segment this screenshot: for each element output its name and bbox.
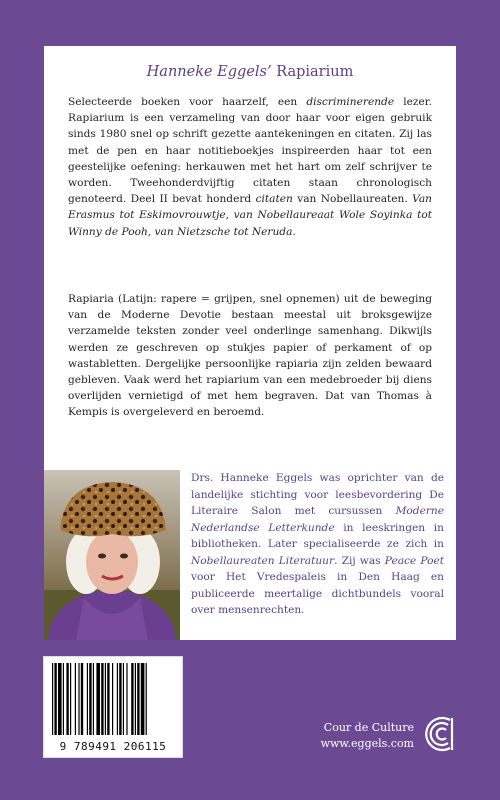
barcode-bar [89,663,91,735]
barcode-bar [107,663,109,735]
author-photo [44,470,180,640]
isbn-barcode [43,656,183,758]
publisher-url: www.eggels.com [320,737,414,750]
barcode-bar [101,663,103,735]
barcode-bar [93,663,94,735]
barcode-bar [112,663,113,735]
barcode-bar [58,663,62,735]
publisher-info [314,720,414,752]
bio-text-b: in leeskringen in bibliotheken. Later specialiseerde ze zich in [191,521,444,550]
p1-text-b: lezer. Rapiarium is een verzameling van door haar voor eigen gebruik sinds 1980 snel op schrift gezette aantekeningen en citaten. Zij las met de pen en haar notitieboekjes inspireerden haar tot een geestelijke oefening: herkauwen met het hart om zelf schrijver te worden. Tweehonderdvijftig citaten staan chronologisch genoteerd. Deel II bevat honderd [68,96,432,206]
barcode-bar [70,663,71,735]
p1-text-a: Selecteerde boeken voor haarzelf, een [68,96,307,108]
bio-italic-c: Peace Poet [384,554,445,567]
barcode-bar [119,663,121,735]
p1-italic-b: citaten [255,193,293,206]
p1-text-d: . [292,225,296,238]
barcode-bar [137,663,139,735]
barcode-bar [123,663,124,735]
barcode-bar [52,663,53,735]
barcode-bar [81,663,83,735]
back-cover-panel [44,46,456,640]
barcode-bar [146,663,147,735]
bio-text-c: . Zij was [334,554,385,567]
barcode-bar [63,663,64,735]
blurb-paragraph-2: Rapiaria (Latijn: rapere = grijpen, snel opnemen) uit de beweging van de Moderne Devotie bestaan meestal uit broksgewijze verzamelde teksten zonder veel onderlinge samenhang. Dikwijls werden ze geschreven op stukjes papier of perkament of op wastabletten. Dergelijke persoonlijke rapiaria zijn zelden bewaard gebleven. Vaak werd het rapiarium van een medebroeder bij diens overlijden vernietigd of met hem begraven. Dat van Thomas à Kempis is overgeleverd en beroemd. [68,293,432,419]
publisher-name: Cour de Culture [323,721,414,734]
bio-text-d: voor Het Vredespaleis in Den Haag en publiceerde meertalige dichtbundels vooral over mensenrechten. [191,571,444,616]
barcode-bar [141,663,145,735]
p1-text-c: van Nobellaureaten. [292,193,413,206]
barcode-bar [78,663,79,735]
isbn-number: 9 789491 206115 [59,740,167,753]
barcode-bar [75,663,76,735]
barcode-bar [87,663,88,735]
book-title [44,64,456,80]
barcode-bar [66,663,68,735]
barcode-bars [44,657,182,741]
title-author: Hanneke Eggels’ [146,64,272,80]
bio-italic-a: Moderne Nederlandse Letterkunde [191,505,444,534]
p1-italic-a: discriminerende [306,96,395,108]
barcode-bar [96,663,100,735]
author-portrait-image [44,470,180,640]
author-bio [191,470,444,619]
barcode-bar [54,663,56,735]
p1-italic-c: Van Erasmus tot Eskimovrouwtje, van Nobellaureaat Wole Soyinka tot Winny de Pooh, van Nietzsche tot Neruda [68,193,432,238]
barcode-bar [135,663,136,735]
bio-text-a: Drs. Hanneke Eggels was oprichter van de landelijke stichting voor leesbevordering De Literaire Salon met cursussen [191,472,444,517]
barcode-bar [105,663,106,735]
barcode-bar [126,663,127,735]
title-word: Rapiarium [276,64,354,80]
barcode-bar [117,663,118,735]
bio-italic-b: Nobellaureaten Literatuur [191,554,335,567]
publisher-logo-icon [420,712,460,756]
barcode-bar [131,663,133,735]
blurb-paragraph-1 [68,94,432,240]
